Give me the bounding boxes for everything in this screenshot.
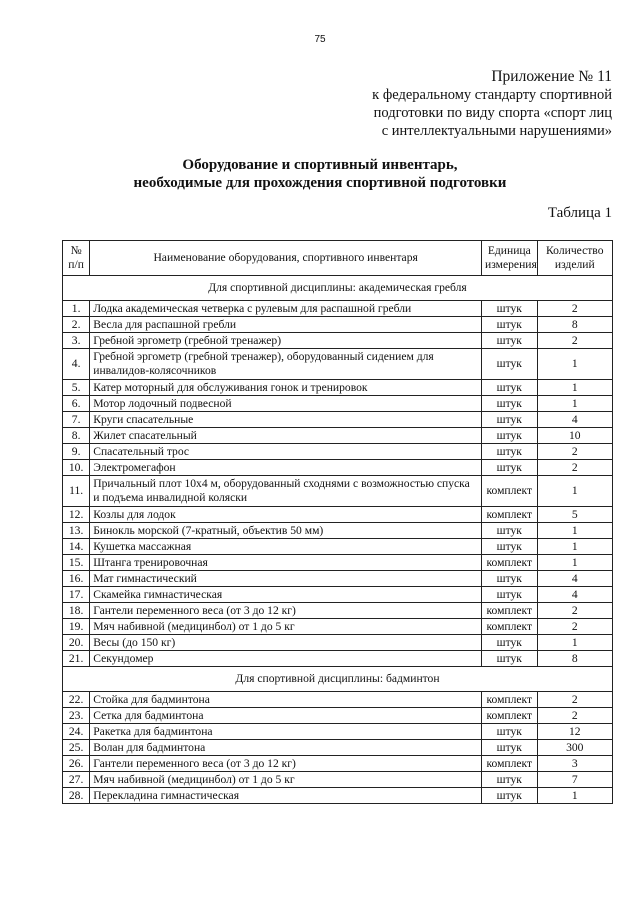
table-row <box>63 788 613 804</box>
cell-unit: штук <box>482 317 538 333</box>
table-row <box>63 724 613 740</box>
cell-unit: штук <box>482 333 538 349</box>
title-line: необходимые для прохождения спортивной подготовки <box>133 175 507 191</box>
page-number: 75 <box>314 34 326 45</box>
cell-num: 20. <box>63 635 90 651</box>
cell-num: 11. <box>63 476 90 507</box>
table-row <box>63 740 613 756</box>
cell-unit: штук <box>482 651 538 667</box>
cell-qty: 1 <box>537 539 612 555</box>
cell-unit: штук <box>482 349 538 380</box>
cell-qty: 12 <box>537 724 612 740</box>
cell-num: 18. <box>63 603 90 619</box>
cell-qty: 10 <box>537 428 612 444</box>
section-title: Для спортивной дисциплины: академическая гребля <box>63 276 613 301</box>
cell-unit: комплект <box>482 476 538 507</box>
cell-name: Гантели переменного веса (от 3 до 12 кг) <box>90 603 482 619</box>
cell-num: 1. <box>63 301 90 317</box>
cell-name: Ракетка для бадминтона <box>90 724 482 740</box>
cell-qty: 1 <box>537 555 612 571</box>
table-row <box>63 571 613 587</box>
table-row <box>63 756 613 772</box>
cell-unit: комплект <box>482 708 538 724</box>
table-row <box>63 772 613 788</box>
cell-unit: штук <box>482 772 538 788</box>
cell-qty: 2 <box>537 619 612 635</box>
cell-unit: штук <box>482 539 538 555</box>
cell-qty: 2 <box>537 708 612 724</box>
cell-num: 3. <box>63 333 90 349</box>
cell-qty: 1 <box>537 476 612 507</box>
equipment-table <box>62 240 613 804</box>
table-row <box>63 460 613 476</box>
cell-name: Весы (до 150 кг) <box>90 635 482 651</box>
cell-num: 24. <box>63 724 90 740</box>
section-title: Для спортивной дисциплины: бадминтон <box>63 667 613 692</box>
cell-unit: комплект <box>482 555 538 571</box>
cell-num: 14. <box>63 539 90 555</box>
cell-qty: 2 <box>537 460 612 476</box>
cell-qty: 1 <box>537 523 612 539</box>
cell-name: Секундомер <box>90 651 482 667</box>
table-row <box>63 539 613 555</box>
cell-qty: 7 <box>537 772 612 788</box>
cell-unit: комплект <box>482 603 538 619</box>
cell-name: Мяч набивной (медицинбол) от 1 до 5 кг <box>90 772 482 788</box>
cell-qty: 2 <box>537 692 612 708</box>
cell-qty: 4 <box>537 571 612 587</box>
cell-unit: штук <box>482 523 538 539</box>
table-row <box>63 507 613 523</box>
cell-name: Скамейка гимнастическая <box>90 587 482 603</box>
section-row <box>63 667 613 692</box>
title-line: Оборудование и спортивный инвентарь, <box>182 157 458 173</box>
cell-unit: штук <box>482 788 538 804</box>
cell-qty: 8 <box>537 651 612 667</box>
cell-qty: 1 <box>537 635 612 651</box>
cell-num: 16. <box>63 571 90 587</box>
section-row <box>63 276 613 301</box>
cell-name: Мат гимнастический <box>90 571 482 587</box>
cell-unit: комплект <box>482 756 538 772</box>
cell-num: 15. <box>63 555 90 571</box>
appendix-number: Приложение № 11 <box>491 68 612 85</box>
header-unit: Единица измерения <box>482 241 538 276</box>
cell-qty: 2 <box>537 333 612 349</box>
cell-name: Козлы для лодок <box>90 507 482 523</box>
cell-unit: штук <box>482 571 538 587</box>
header-num: № п/п <box>63 241 90 276</box>
cell-unit: штук <box>482 587 538 603</box>
cell-qty: 300 <box>537 740 612 756</box>
table-label: Таблица 1 <box>547 205 612 221</box>
table-row <box>63 317 613 333</box>
cell-unit: комплект <box>482 619 538 635</box>
cell-name: Сетка для бадминтона <box>90 708 482 724</box>
table-row <box>63 380 613 396</box>
table-row <box>63 396 613 412</box>
cell-unit: штук <box>482 740 538 756</box>
header-qty: Количество изделий <box>537 241 612 276</box>
cell-name: Гантели переменного веса (от 3 до 12 кг) <box>90 756 482 772</box>
document-title <box>0 156 640 192</box>
cell-name: Волан для бадминтона <box>90 740 482 756</box>
cell-num: 27. <box>63 772 90 788</box>
cell-unit: штук <box>482 301 538 317</box>
cell-qty: 8 <box>537 317 612 333</box>
cell-name: Мяч набивной (медицинбол) от 1 до 5 кг <box>90 619 482 635</box>
cell-num: 2. <box>63 317 90 333</box>
cell-num: 6. <box>63 396 90 412</box>
appendix-header <box>372 68 612 140</box>
table-row <box>63 444 613 460</box>
cell-num: 10. <box>63 460 90 476</box>
header-name: Наименование оборудования, спортивного инвентаря <box>90 241 482 276</box>
appendix-line: с интеллектуальными нарушениями» <box>381 123 612 139</box>
cell-name: Стойка для бадминтона <box>90 692 482 708</box>
cell-num: 21. <box>63 651 90 667</box>
cell-unit: штук <box>482 724 538 740</box>
table-row <box>63 603 613 619</box>
cell-name: Причальный плот 10х4 м, оборудованный сходнями с возможностью спуска и подъема инвалидной коляски <box>90 476 482 507</box>
cell-name: Круги спасательные <box>90 412 482 428</box>
table-row <box>63 476 613 507</box>
cell-num: 23. <box>63 708 90 724</box>
cell-num: 13. <box>63 523 90 539</box>
cell-qty: 2 <box>537 301 612 317</box>
cell-name: Электромегафон <box>90 460 482 476</box>
cell-name: Гребной эргометр (гребной тренажер), оборудованный сидением для инвалидов-колясочников <box>90 349 482 380</box>
table-row <box>63 412 613 428</box>
cell-name: Спасательный трос <box>90 444 482 460</box>
cell-num: 22. <box>63 692 90 708</box>
cell-unit: комплект <box>482 507 538 523</box>
appendix-line: к федеральному стандарту спортивной <box>372 87 612 103</box>
cell-name: Гребной эргометр (гребной тренажер) <box>90 333 482 349</box>
cell-name: Весла для распашной гребли <box>90 317 482 333</box>
cell-unit: комплект <box>482 692 538 708</box>
cell-name: Лодка академическая четверка с рулевым для распашной гребли <box>90 301 482 317</box>
table-row <box>63 301 613 317</box>
cell-unit: штук <box>482 428 538 444</box>
cell-qty: 4 <box>537 587 612 603</box>
table-row <box>63 708 613 724</box>
cell-qty: 1 <box>537 396 612 412</box>
cell-name: Мотор лодочный подвесной <box>90 396 482 412</box>
cell-unit: штук <box>482 380 538 396</box>
table-row <box>63 587 613 603</box>
cell-qty: 3 <box>537 756 612 772</box>
table-row <box>63 619 613 635</box>
cell-name: Катер моторный для обслуживания гонок и тренировок <box>90 380 482 396</box>
table-row <box>63 555 613 571</box>
cell-name: Кушетка массажная <box>90 539 482 555</box>
cell-name: Перекладина гимнастическая <box>90 788 482 804</box>
cell-qty: 1 <box>537 349 612 380</box>
cell-qty: 2 <box>537 444 612 460</box>
cell-unit: штук <box>482 444 538 460</box>
table-row <box>63 651 613 667</box>
table-header-row <box>63 241 613 276</box>
cell-qty: 2 <box>537 603 612 619</box>
table-row <box>63 523 613 539</box>
cell-unit: штук <box>482 412 538 428</box>
table-row <box>63 333 613 349</box>
cell-qty: 4 <box>537 412 612 428</box>
cell-num: 9. <box>63 444 90 460</box>
cell-qty: 1 <box>537 380 612 396</box>
cell-qty: 1 <box>537 788 612 804</box>
table-row <box>63 635 613 651</box>
appendix-line: подготовки по виду спорта «спорт лиц <box>373 105 612 121</box>
cell-qty: 5 <box>537 507 612 523</box>
cell-unit: штук <box>482 635 538 651</box>
cell-name: Бинокль морской (7-кратный, объектив 50 мм) <box>90 523 482 539</box>
cell-num: 4. <box>63 349 90 380</box>
table-row <box>63 349 613 380</box>
cell-name: Жилет спасательный <box>90 428 482 444</box>
cell-num: 25. <box>63 740 90 756</box>
cell-num: 17. <box>63 587 90 603</box>
cell-unit: штук <box>482 460 538 476</box>
cell-name: Штанга тренировочная <box>90 555 482 571</box>
cell-num: 19. <box>63 619 90 635</box>
table-row <box>63 692 613 708</box>
cell-num: 28. <box>63 788 90 804</box>
table-row <box>63 428 613 444</box>
cell-unit: штук <box>482 396 538 412</box>
cell-num: 5. <box>63 380 90 396</box>
cell-num: 12. <box>63 507 90 523</box>
cell-num: 8. <box>63 428 90 444</box>
cell-num: 7. <box>63 412 90 428</box>
cell-num: 26. <box>63 756 90 772</box>
